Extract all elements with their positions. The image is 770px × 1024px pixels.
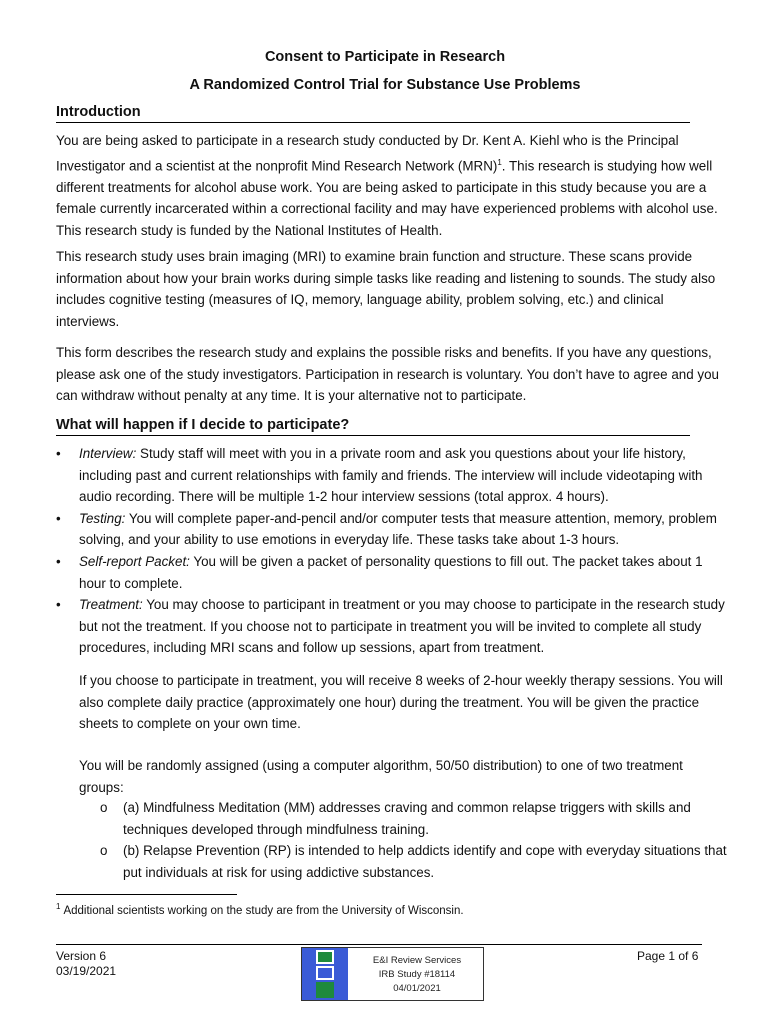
footer-version-block [56,949,116,979]
item-text: You will complete paper-and-pencil and/or computer tests that measure attention, memory, problem solving, and your ability to use emotions in everyday life. These tasks take about 1-3 hours. [79,510,717,548]
document-title: Consent to Participate in Research [264,49,506,65]
intro-paragraph-2: This research study uses brain imaging (MRI) to examine brain function and structure. These scans provide information about how your brain works during simple tasks like reading and listening to sounds. The study also includes cognitive testing (measures of IQ, memory, language ability, problem solving, etc.) and clinical interviews. [56,249,716,329]
intro-paragraph-1 [56,130,728,241]
list-item [56,551,728,594]
irb-approval-stamp [301,947,484,1001]
stamp-line-1: E&I Review Services [372,955,462,966]
footnote-divider [56,894,237,895]
treatment-paragraph-2: You will be randomly assigned (using a computer algorithm, 50/50 distribution) to one of two treatment groups: [79,758,683,795]
stamp-line-3: 04/01/2021 [393,983,441,994]
introduction-heading: Introduction [56,104,690,123]
bullet-icon: • [56,553,61,569]
item-text: You may choose to participant in treatment or you may choose to participate in the research study but not the treatment. If you choose not to participate in treatment you will be invited to complete all study procedures, including MRI scans and follow up sessions, apart from treatment. [79,597,725,656]
intro-paragraph-3: This form describes the research study and explains the possible risks and benefits. If you have any questions, please ask one of the study investigators. Participation in research is voluntary. You don’t have to agree and you can withdraw without penalty at any time. It is your alternative not to participate. [56,345,719,404]
group-text: (b) Relapse Prevention (RP) is intended to help addicts identify and cope with everyday situations that put individuals at risk for using addictive substances. [123,843,727,880]
version-label: Version 6 [56,949,107,963]
list-item [56,594,728,659]
stamp-line-2: IRB Study #18114 [378,969,456,980]
footnote [56,902,464,917]
document-subtitle: A Randomized Control Trial for Substance Use Problems [189,77,581,93]
item-label: Treatment: [79,597,143,613]
group-text: (a) Mindfulness Meditation (MM) addresses craving and common relapse triggers with skills and techniques developed through mindfulness training. [123,800,691,837]
circle-bullet-icon: o [100,843,108,859]
circle-bullet-icon: o [100,800,108,815]
bullet-icon: • [56,446,61,461]
irb-logo-icon [302,948,348,1000]
intro-p1-text-b: . This research is studying how well different treatments for alcohol abuse work. You are being asked to participate in this study because you are a female currently incarcerated within a correctional facility and may have experienced problems with alcohol use. This research study is funded by the National Institutes of Health. [56,158,718,238]
stamp-text [356,954,478,996]
list-item [56,508,728,551]
footnote-number: 1 [56,902,61,911]
item-text: Study staff will meet with you in a private room and ask you questions about your life history, including past and current relationships with family and friends. The interview will include videotaping with audio recording. There will be multiple 1-2 hour interview sessions (total approx. 4 hours). [79,446,703,505]
list-item [56,443,728,508]
participate-heading: What will happen if I decide to participate? [56,417,690,436]
treatment-paragraph-1: If you choose to participate in treatment, you will receive 8 weeks of 2-hour weekly therapy sessions. You will also complete daily practice (approximately one hour) during the treatment. You will be given the practice sheets to complete on your own time. [79,673,723,732]
procedure-list [56,443,728,659]
bullet-icon: • [56,510,61,526]
list-item [79,840,729,883]
item-label: Self-report Packet: [79,553,190,569]
bullet-icon: • [56,597,61,613]
treatment-groups-list [79,797,729,883]
footnote-ref: 1 [497,157,502,167]
version-date: 03/19/2021 [56,964,117,978]
footnote-text: Additional scientists working on the study are from the University of Wisconsin. [63,904,464,917]
list-item [79,797,729,840]
item-text: You will be given a packet of personality questions to fill out. The packet takes about 1 hour to complete. [79,553,703,591]
item-label: Testing: [79,510,126,526]
footer-divider [56,944,702,945]
page-number: Page 1 of 6 [637,949,699,963]
item-label: Interview: [79,446,137,461]
intro-p1-text-a: You are being asked to participate in a research study conducted by Dr. Kent A. Kiehl who is the Principal Investigator and a scientist at the nonprofit Mind Research Network (MRN) [56,133,679,174]
